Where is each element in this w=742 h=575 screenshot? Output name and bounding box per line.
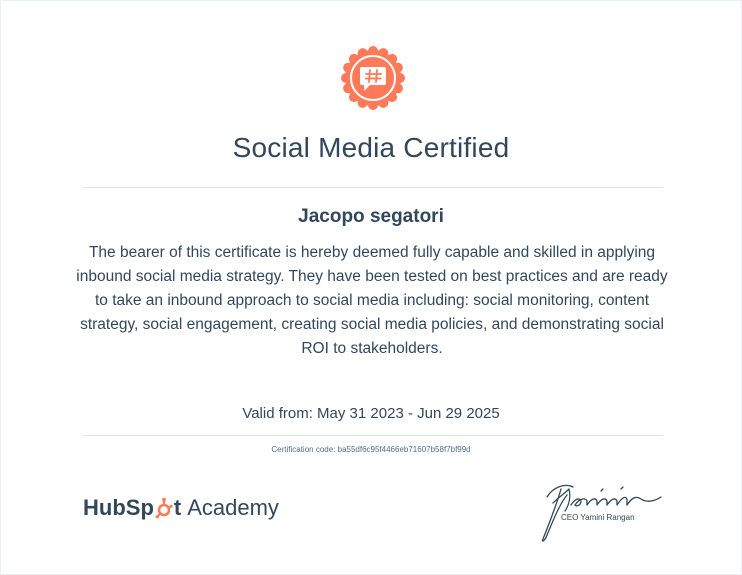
validity-dates: Valid from: May 31 2023 - Jun 29 2025 <box>242 405 500 422</box>
logo-academy-text: Academy <box>187 495 279 520</box>
hashtag-badge-icon <box>340 45 406 111</box>
top-divider <box>82 187 663 188</box>
recipient-name: Jacopo segatori <box>298 206 444 227</box>
sprocket-icon <box>155 497 173 519</box>
ceo-caption: CEO Yamini Rangan <box>561 513 635 522</box>
ceo-signature-icon <box>531 473 671 545</box>
logo-t-text: t <box>173 495 182 520</box>
certification-code: Certification code: ba55df6c95f4466eb71607b58f7bf99d <box>271 445 471 454</box>
logo-hub-text: HubSp <box>83 495 154 520</box>
certificate-title: Social Media Certified <box>232 132 510 163</box>
bottom-divider <box>82 435 663 436</box>
hubspot-academy-logo <box>83 491 279 525</box>
certificate-description: The bearer of this certificate is hereby deemed fully capable and skilled in applying inbound social media strategy. They have been tested on best practices and are ready to take an inbound approach to social media including: social monitoring, content strategy, social engagement, creating social media policies, and demonstrating social ROI to stakeholders. <box>76 244 668 357</box>
